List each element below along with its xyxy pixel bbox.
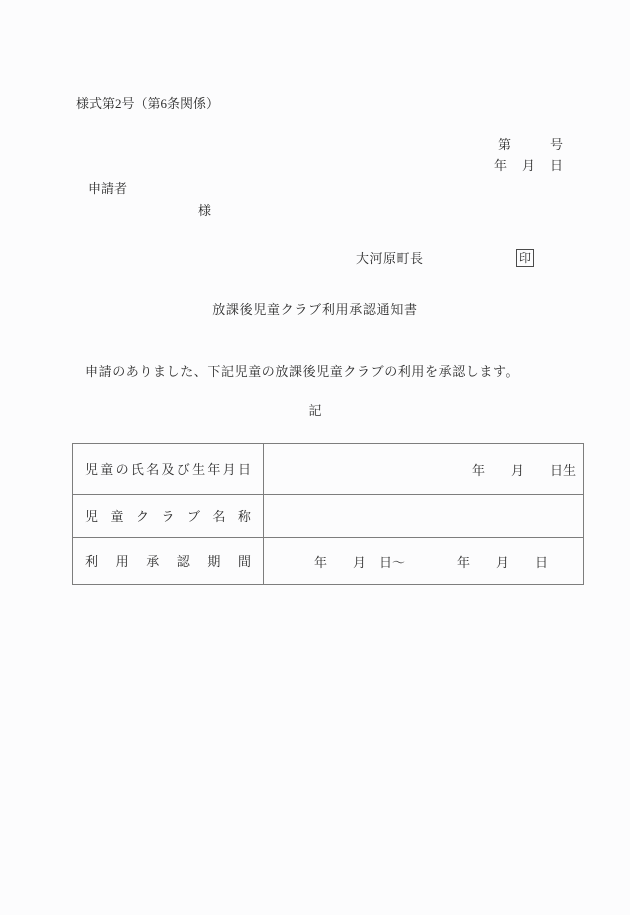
applicant-label: 申請者 bbox=[88, 181, 128, 196]
row-label: 児 童 ク ラ ブ 名 称 bbox=[85, 508, 251, 524]
table-row-club-name bbox=[73, 495, 584, 538]
approval-table bbox=[72, 443, 584, 585]
document-title: 放課後児童クラブ利用承認通知書 bbox=[212, 302, 418, 317]
row-label-cell bbox=[73, 495, 264, 538]
document-number-line: 第 号 bbox=[497, 137, 563, 152]
row-value-cell: 年 月 日生 bbox=[264, 444, 584, 495]
table-row-approval-period bbox=[73, 538, 584, 585]
issue-date-line: 年 月 日 bbox=[493, 158, 564, 173]
row-value-cell: 年 月 日～ 年 月 日 bbox=[264, 538, 584, 585]
form-number: 様式第2号（第6条関係） bbox=[76, 96, 220, 111]
table-row-child-name bbox=[73, 444, 584, 495]
row-label: 児 童 の 氏 名 及 び 生 年 月 日 bbox=[85, 461, 251, 477]
official-seal-icon bbox=[516, 249, 534, 267]
seal-character: 印 bbox=[518, 251, 531, 265]
body-sentence: 申請のありました、下記児童の放課後児童クラブの利用を承認します。 bbox=[85, 364, 520, 379]
ki-marker: 記 bbox=[308, 403, 322, 418]
row-label-cell bbox=[73, 538, 264, 585]
mayor-title: 大河原町長 bbox=[356, 251, 424, 266]
row-value-cell bbox=[264, 495, 584, 538]
applicant-honorific: 様 bbox=[198, 203, 212, 218]
row-label-cell bbox=[73, 444, 264, 495]
row-label: 利 用 承 認 期 間 bbox=[85, 553, 251, 569]
